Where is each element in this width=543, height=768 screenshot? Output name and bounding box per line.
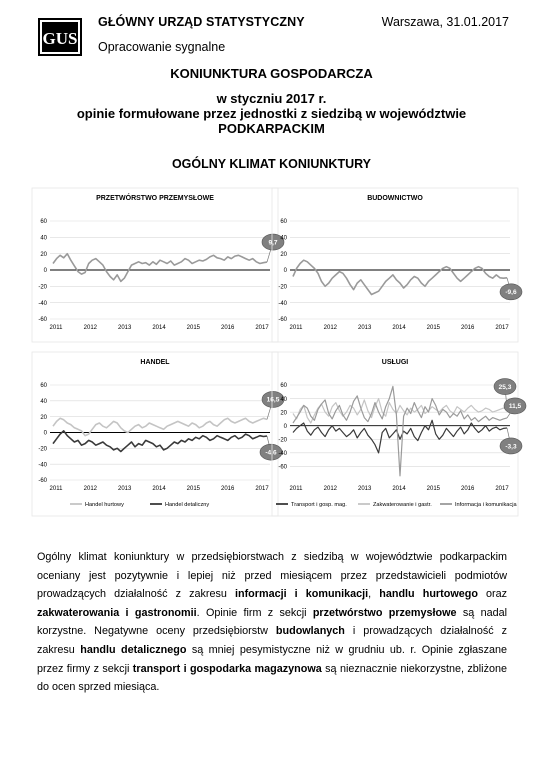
y-tick-label: -20 bbox=[278, 437, 287, 444]
chart-budownictwo-svg bbox=[270, 186, 520, 346]
title-line-3: opinie formułowane przez jednostki z siedzibą w województwie bbox=[76, 106, 467, 121]
y-tick-label: 40 bbox=[280, 396, 287, 403]
x-tick-label: 2011 bbox=[289, 325, 303, 331]
x-tick-label: 2013 bbox=[357, 325, 372, 331]
series-line bbox=[53, 418, 267, 435]
y-tick-label: 40 bbox=[40, 235, 47, 242]
x-tick-label: 2014 bbox=[392, 486, 406, 492]
y-tick-label: 0 bbox=[283, 423, 287, 430]
para-text: są nieznacznie niekorzystne, zbliżone do ocen sprzed miesiąca. bbox=[37, 662, 507, 694]
y-tick-label: 20 bbox=[40, 251, 47, 258]
x-tick-label: 2011 bbox=[289, 486, 303, 492]
chart-przemysl bbox=[30, 186, 280, 346]
document-title bbox=[0, 66, 543, 136]
x-tick-label: 2016 bbox=[460, 486, 475, 492]
organization-name: GŁÓWNY URZĄD STATYSTYCZNY bbox=[98, 15, 305, 29]
x-tick-label: 2012 bbox=[83, 486, 98, 492]
y-tick-label: -40 bbox=[278, 300, 287, 307]
y-tick-label: 0 bbox=[43, 430, 47, 437]
chart-title: PRZETWÓRSTWO PRZEMYSŁOWE bbox=[96, 195, 214, 202]
legend-label: Informacja i komunikacja bbox=[455, 502, 517, 508]
y-tick-label: 20 bbox=[40, 414, 47, 421]
x-tick-label: 2014 bbox=[152, 325, 166, 331]
para-bold: transport i gospodarka magazynowa bbox=[132, 662, 322, 675]
y-tick-label: -60 bbox=[38, 317, 47, 324]
para-text: , bbox=[368, 588, 380, 601]
chart-przemysl-svg bbox=[30, 186, 280, 346]
x-tick-label: 2016 bbox=[220, 325, 235, 331]
y-tick-label: 20 bbox=[280, 410, 287, 417]
x-tick-label: 2016 bbox=[460, 325, 475, 331]
x-tick-label: 2017 bbox=[495, 325, 509, 331]
para-text: są nadal korzystne. Negatywne oceny przedsiębiorstw bbox=[37, 606, 508, 638]
y-tick-label: -20 bbox=[278, 284, 287, 291]
callout-label: -3,3 bbox=[505, 443, 517, 451]
legend-label: Transport i gosp. mag. bbox=[291, 502, 347, 508]
series-line bbox=[293, 386, 507, 476]
y-tick-label: -60 bbox=[278, 317, 287, 324]
callout-label: 11,5 bbox=[508, 403, 522, 411]
para-bold: budowlanych bbox=[275, 625, 345, 638]
x-tick-label: 2014 bbox=[392, 325, 406, 331]
section-title: OGÓLNY KLIMAT KONIUNKTURY bbox=[171, 157, 372, 171]
y-tick-label: -60 bbox=[278, 464, 287, 471]
title-line-2: w styczniu 2017 r. bbox=[216, 91, 327, 106]
chart-uslugi-svg bbox=[270, 350, 520, 520]
report-type: Opracowanie sygnalne bbox=[98, 40, 226, 54]
callout-label: 9,7 bbox=[268, 239, 278, 247]
callout-label: 25,3 bbox=[498, 383, 512, 391]
y-tick-label: 60 bbox=[280, 219, 287, 226]
callout-label: -9,6 bbox=[505, 289, 517, 297]
title-line-4: PODKARPACKIM bbox=[218, 121, 325, 136]
chart-handel bbox=[30, 350, 280, 510]
y-tick-label: 0 bbox=[43, 268, 47, 275]
y-tick-label: -20 bbox=[38, 284, 47, 291]
y-tick-label: 60 bbox=[40, 219, 47, 226]
x-tick-label: 2017 bbox=[255, 325, 269, 331]
callout-label: 16,5 bbox=[266, 396, 280, 404]
x-tick-label: 2016 bbox=[220, 486, 235, 492]
legend-label: Handel detaliczny bbox=[165, 502, 210, 508]
para-text: . Opinie firm z sekcji bbox=[196, 606, 313, 619]
x-tick-label: 2012 bbox=[323, 325, 338, 331]
x-tick-label: 2012 bbox=[323, 486, 338, 492]
x-tick-label: 2011 bbox=[49, 486, 63, 492]
legend-label: Handel hurtowy bbox=[85, 502, 124, 508]
y-tick-label: -40 bbox=[278, 451, 287, 458]
x-tick-label: 2015 bbox=[186, 486, 201, 492]
x-tick-label: 2013 bbox=[117, 325, 132, 331]
para-bold: handlu hurtowego bbox=[379, 588, 478, 601]
gus-logo bbox=[38, 18, 82, 56]
para-text: oraz bbox=[477, 588, 508, 601]
chart-title: HANDEL bbox=[140, 359, 170, 366]
chart-title: USŁUGI bbox=[381, 359, 409, 366]
series-line bbox=[293, 420, 507, 453]
callout-label: -4,6 bbox=[265, 449, 277, 457]
y-tick-label: -60 bbox=[38, 478, 47, 485]
series-line bbox=[293, 260, 507, 294]
para-bold: zakwaterowania i gastronomii bbox=[37, 606, 197, 619]
x-tick-label: 2017 bbox=[495, 486, 509, 492]
chart-budownictwo bbox=[270, 186, 520, 346]
para-text: są mniej pesymistyczne niż w grudniu ub. r. Opinie zgłaszane przez firmy z sekcji bbox=[37, 643, 507, 675]
chart-handel-svg bbox=[30, 350, 280, 520]
series-line bbox=[53, 254, 267, 282]
x-tick-label: 2013 bbox=[357, 486, 372, 492]
para-bold: handlu detalicznego bbox=[80, 643, 187, 656]
para-text: Ogólny klimat koniunktury w przedsiębiorstwach z siedzibą w województwie podkarpackim oceniany jest pozytywnie i lepiej niż przed miesiącem przez przedstawicieli podmiotów prowadzących działalność z zakresu bbox=[37, 551, 507, 601]
x-tick-label: 2015 bbox=[426, 486, 441, 492]
x-tick-label: 2015 bbox=[426, 325, 441, 331]
place-date: Warszawa, 31.01.2017 bbox=[381, 15, 509, 29]
y-tick-label: 40 bbox=[40, 399, 47, 406]
title-line-1: KONIUNKTURA GOSPODARCZA bbox=[170, 66, 373, 81]
x-tick-label: 2011 bbox=[49, 325, 63, 331]
y-tick-label: 20 bbox=[280, 251, 287, 258]
x-tick-label: 2015 bbox=[186, 325, 201, 331]
y-tick-label: 40 bbox=[280, 235, 287, 242]
y-tick-label: 60 bbox=[280, 383, 287, 390]
para-bold: informacji i komunikacji bbox=[234, 588, 369, 601]
y-tick-label: -20 bbox=[38, 446, 47, 453]
y-tick-label: 60 bbox=[40, 383, 47, 390]
series-line bbox=[293, 399, 507, 423]
chart-uslugi bbox=[270, 350, 520, 510]
y-tick-label: 0 bbox=[283, 268, 287, 275]
chart-title: BUDOWNICTWO bbox=[367, 195, 423, 202]
y-tick-label: -40 bbox=[38, 462, 47, 469]
logo-text: GUS bbox=[42, 29, 78, 48]
para-text: i prowadzących działalność z zakresu bbox=[37, 625, 507, 656]
y-tick-label: -40 bbox=[38, 300, 47, 307]
summary-paragraph bbox=[37, 548, 507, 697]
legend-label: Zakwaterowanie i gastr. bbox=[373, 502, 432, 508]
x-tick-label: 2012 bbox=[83, 325, 98, 331]
para-bold: przetwórstwo przemysłowe bbox=[312, 606, 457, 619]
x-tick-label: 2017 bbox=[255, 486, 269, 492]
x-tick-label: 2014 bbox=[152, 486, 166, 492]
x-tick-label: 2013 bbox=[117, 486, 132, 492]
